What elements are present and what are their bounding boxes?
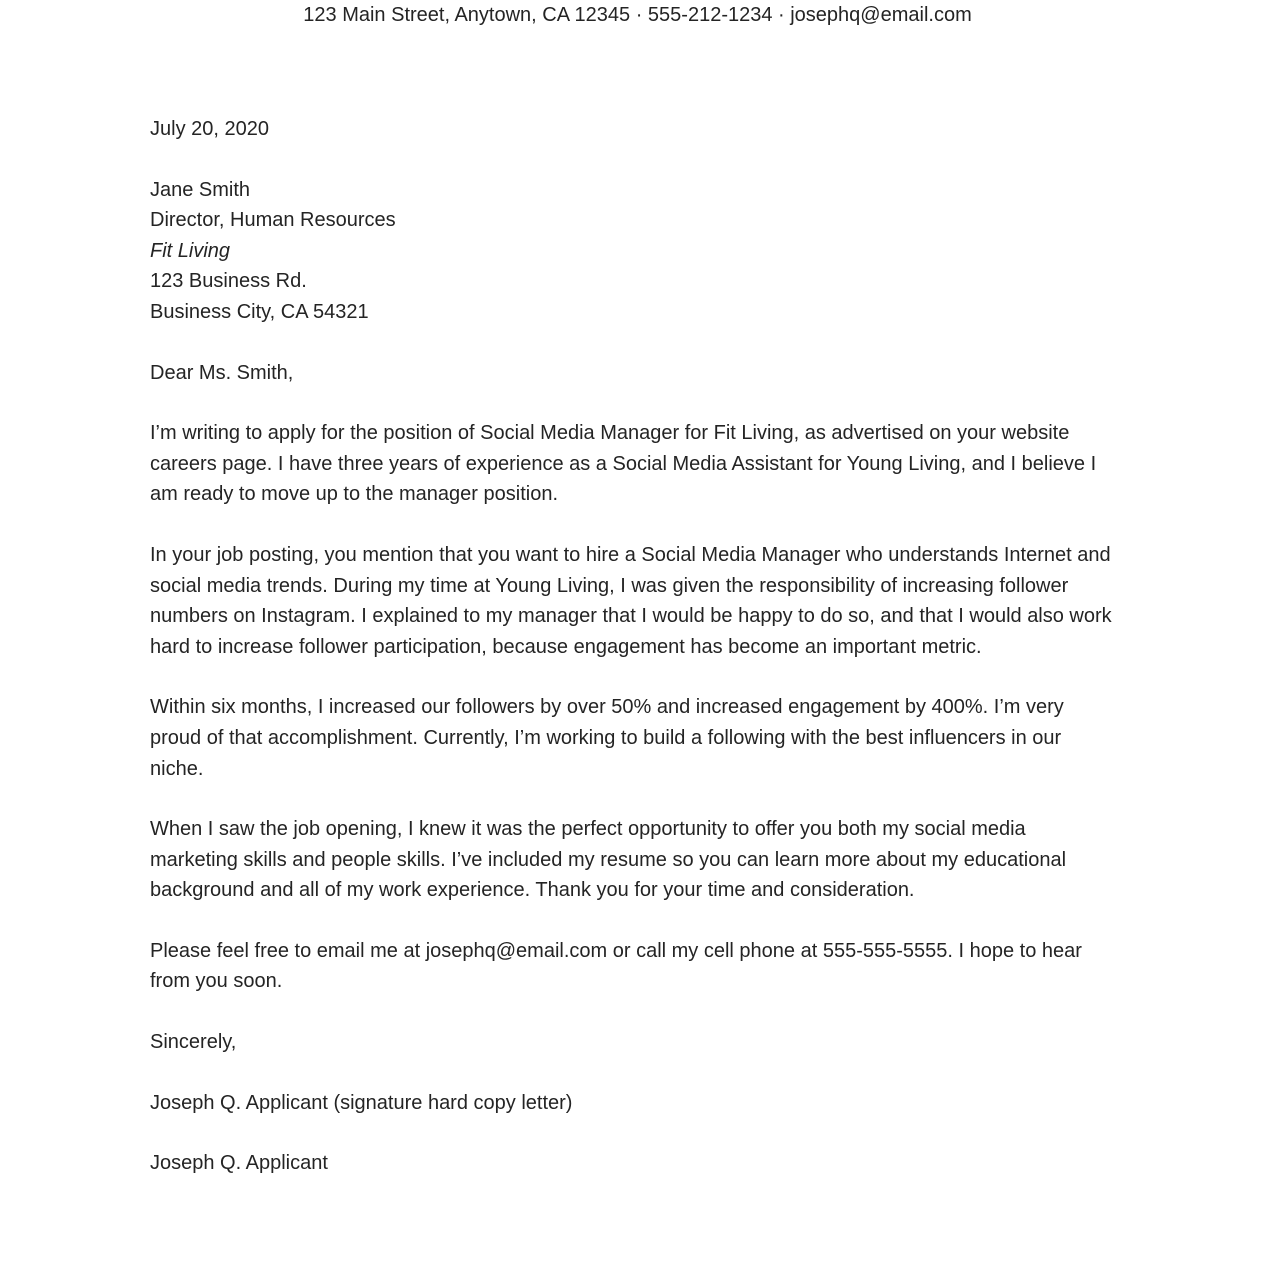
recipient-city-state-zip: Business City, CA 54321 [150, 300, 369, 323]
closing-block [150, 1027, 1112, 1058]
body-paragraph-3: Within six months, I increased our followers by over 50% and increased engagement by 400%. I’m very proud of that accomplishment. Currently, I’m working to build a following with the best influencers in our niche. [150, 696, 1064, 780]
recipient-title: Director, Human Resources [150, 209, 396, 232]
salutation-block [150, 358, 1112, 389]
body-paragraph-2: In your job posting, you mention that you want to hire a Social Media Manager who understands Internet and social media trends. During my time at Young Living, I was given the responsibility of increasing follower numbers on Instagram. I explained to my manager that I would be happy to do so, and that I would also work hard to increase follower participation, because engagement has become an important metric. [150, 543, 1112, 658]
recipient-street: 123 Business Rd. [150, 270, 307, 293]
body-paragraph-1: I’m writing to apply for the position of Social Media Manager for Fit Living, as advertised on your website careers page. I have three years of experience as a Social Media Assistant for Young Living, and I believe I am ready to move up to the manager position. [150, 422, 1097, 506]
body-paragraph-4: When I saw the job opening, I knew it was the perfect opportunity to offer you both my social media marketing skills and people skills. I’ve included my resume so you can learn more about my educational background and all of my work experience. Thank you for your time and consideration. [150, 818, 1067, 902]
signature-note-block [150, 1088, 1112, 1119]
salutation: Dear Ms. Smith, [150, 361, 294, 384]
letter-date: July 20, 2020 [150, 118, 269, 140]
sender-typed-name: Joseph Q. Applicant [150, 1152, 328, 1175]
signature-placeholder: Joseph Q. Applicant (signature hard copy letter) [150, 1091, 573, 1114]
letterhead-contact-line: 123 Main Street, Anytown, CA 12345 · 555-212-1234 · josephq@email.com [303, 4, 972, 26]
recipient-company: Fit Living [150, 239, 231, 262]
recipient-address-block [150, 175, 1112, 328]
letter-body [150, 114, 1112, 1179]
typed-name-block [150, 1148, 1112, 1179]
recipient-name: Jane Smith [150, 178, 251, 201]
body-paragraph-5: Please feel free to email me at josephq@email.com or call my cell phone at 555-555-5555. I hope to hear from you soon. [150, 939, 1082, 993]
closing-salutation: Sincerely, [150, 1031, 237, 1054]
letterhead [0, 0, 1275, 31]
date-block [150, 114, 1112, 145]
